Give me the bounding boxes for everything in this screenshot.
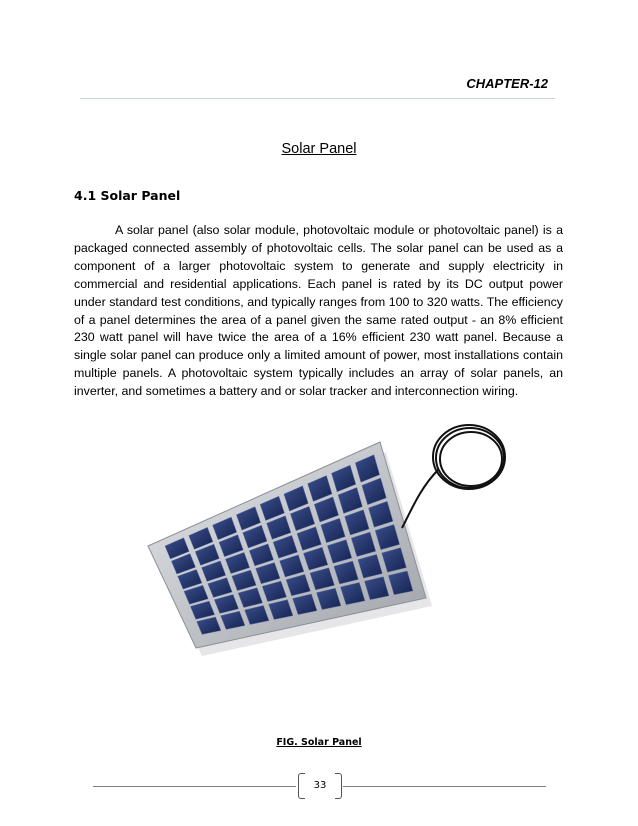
solar-panel-figure bbox=[140, 418, 520, 658]
section-heading: 4.1 Solar Panel bbox=[74, 188, 181, 203]
body-paragraph: A solar panel (also solar module, photovoltaic module or photovoltaic panel) is a packaged connected assembly of photovoltaic cells. The solar panel can be used as a component of a larger photovoltaic system to generate and supply electricity in commercial and residential applications. Each panel is rated by its DC output power under standard test conditions, and typically ranges from 100 to 320 watts. The efficiency of a panel determines the area of a panel given the same rated output - an 8% efficient 230 watt panel will have twice the area of a 16% efficient 230 watt panel. Because a single solar panel can produce only a limited amount of power, most installations contain multiple panels. A photovoltaic system typically includes an array of solar panels, an inverter, and sometimes a battery and or solar tracker and interconnection wiring. bbox=[74, 223, 563, 399]
page-number bbox=[298, 773, 342, 799]
chapter-label: CHAPTER-12 bbox=[466, 76, 548, 91]
bracket-right bbox=[335, 773, 342, 799]
cable-coil bbox=[402, 425, 505, 528]
page-number-value: 33 bbox=[313, 780, 327, 791]
figure-caption: FIG. Solar Panel bbox=[276, 737, 362, 748]
page-title: Solar Panel bbox=[281, 141, 357, 157]
bracket-left bbox=[298, 773, 305, 799]
footer-divider-right bbox=[343, 786, 546, 787]
header-divider bbox=[80, 98, 555, 99]
solar-panel-image bbox=[140, 418, 520, 658]
footer-divider-left bbox=[93, 786, 296, 787]
